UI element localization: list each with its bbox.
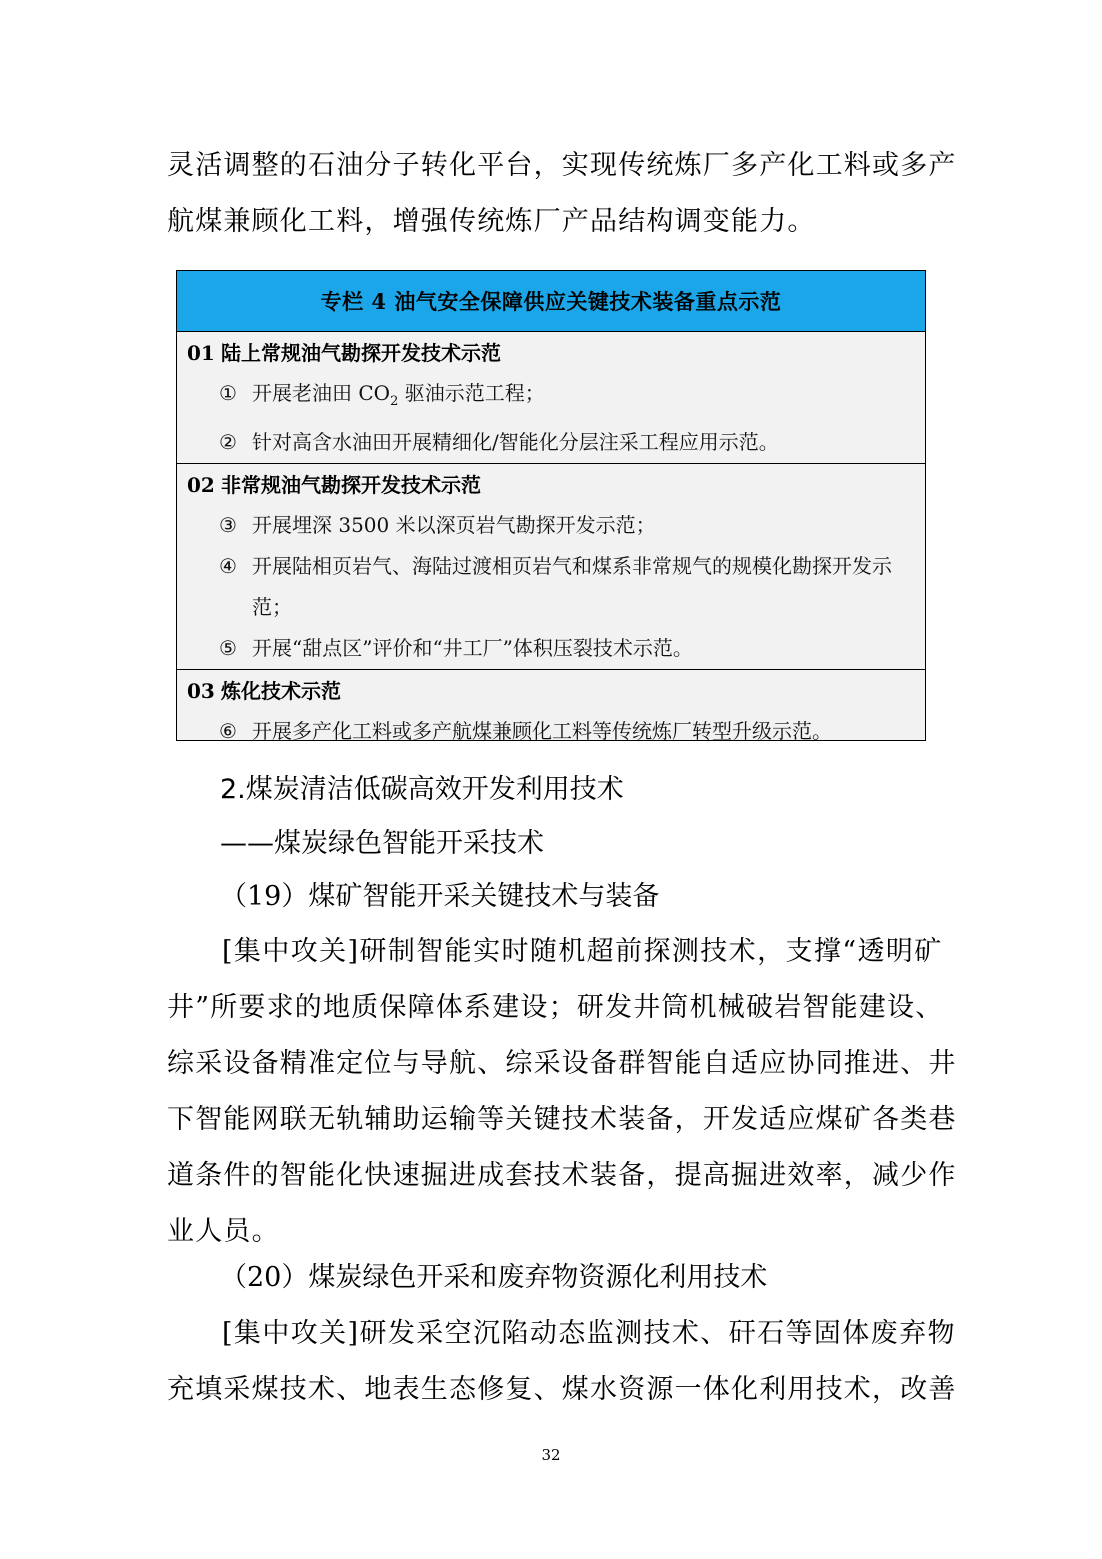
box-section-03 <box>177 670 925 752</box>
section-title: 陆上常规油气勘探开发技术示范 <box>221 341 501 365</box>
box-item: ② 针对高含水油田开展精细化/智能化分层注采工程应用示范。 <box>187 422 925 463</box>
item-19-title: （19）煤矿智能开采关键技术与装备 <box>220 881 660 912</box>
feature-box-title: 专栏 4 油气安全保障供应关键技术装备重点示范 <box>177 271 925 332</box>
item-20-title: （20）煤炭绿色开采和废弃物资源化利用技术 <box>220 1262 768 1293</box>
box-item: ④ 开展陆相页岩气、海陆过渡相页岩气和煤系非常规气的规模化勘探开发示范； <box>187 546 925 628</box>
section-title: 非常规油气勘探开发技术示范 <box>221 473 481 497</box>
box-item: ⑤ 开展“甜点区”评价和“井工厂”体积压裂技术示范。 <box>187 628 925 669</box>
paragraph-line: 下智能网联无轨辅助运输等关键技术装备，开发适应煤矿各类巷 <box>167 1104 957 1135</box>
item-20-paragraph <box>167 1306 957 1418</box>
page-number: 32 <box>541 1446 561 1464</box>
intro-line-2: 航煤兼顾化工料，增强传统炼厂产品结构调变能力。 <box>167 206 816 237</box>
paragraph-line: 道条件的智能化快速掘进成套技术装备，提高掘进效率，减少作 <box>167 1160 957 1191</box>
item-marker: ⑥ <box>219 719 237 743</box>
feature-box <box>176 270 926 741</box>
item-marker: ③ <box>219 513 237 537</box>
paragraph-line: 综采设备精准定位与导航、综采设备群智能自适应协同推进、井 <box>167 1048 957 1079</box>
item-marker: ② <box>219 430 237 454</box>
section-heading: 2.煤炭清洁低碳高效开发利用技术 <box>220 774 624 805</box>
item-marker: ① <box>219 381 237 405</box>
paragraph-line: 井”所要求的地质保障体系建设；研发井筒机械破岩智能建设、 <box>167 992 944 1023</box>
sub-heading: ——煤炭绿色智能开采技术 <box>220 828 544 859</box>
intro-paragraph <box>167 138 957 250</box>
paragraph-line: [集中攻关]研发采空沉陷动态监测技术、矸石等固体废弃物 <box>222 1318 956 1349</box>
section-number: 01 <box>187 341 215 365</box>
section-title: 炼化技术示范 <box>221 679 341 703</box>
box-item: ⑥ 开展多产化工料或多产航煤兼顾化工料等传统炼厂转型升级示范。 <box>187 711 925 752</box>
box-section-02 <box>177 464 925 670</box>
section-number: 03 <box>187 679 215 703</box>
paragraph-line: 充填采煤技术、地表生态修复、煤水资源一体化利用技术，改善 <box>167 1374 957 1405</box>
paragraph-line: 业人员。 <box>167 1216 280 1247</box>
item-marker: ④ <box>219 554 237 578</box>
box-item: ① 开展老油田 $CO_2$ 驱油示范工程； <box>187 373 925 422</box>
box-item: ③ 开展埋深 3500 米以深页岩气勘探开发示范； <box>187 505 925 546</box>
section-number: 02 <box>187 473 215 497</box>
intro-line-1: 灵活调整的石油分子转化平台，实现传统炼厂多产化工料或多产 <box>167 150 957 181</box>
box-section-01 <box>177 332 925 464</box>
item-marker: ⑤ <box>219 636 237 660</box>
item-19-paragraph <box>167 924 957 1260</box>
paragraph-line: [集中攻关]研制智能实时随机超前探测技术，支撑“透明矿 <box>222 936 943 967</box>
